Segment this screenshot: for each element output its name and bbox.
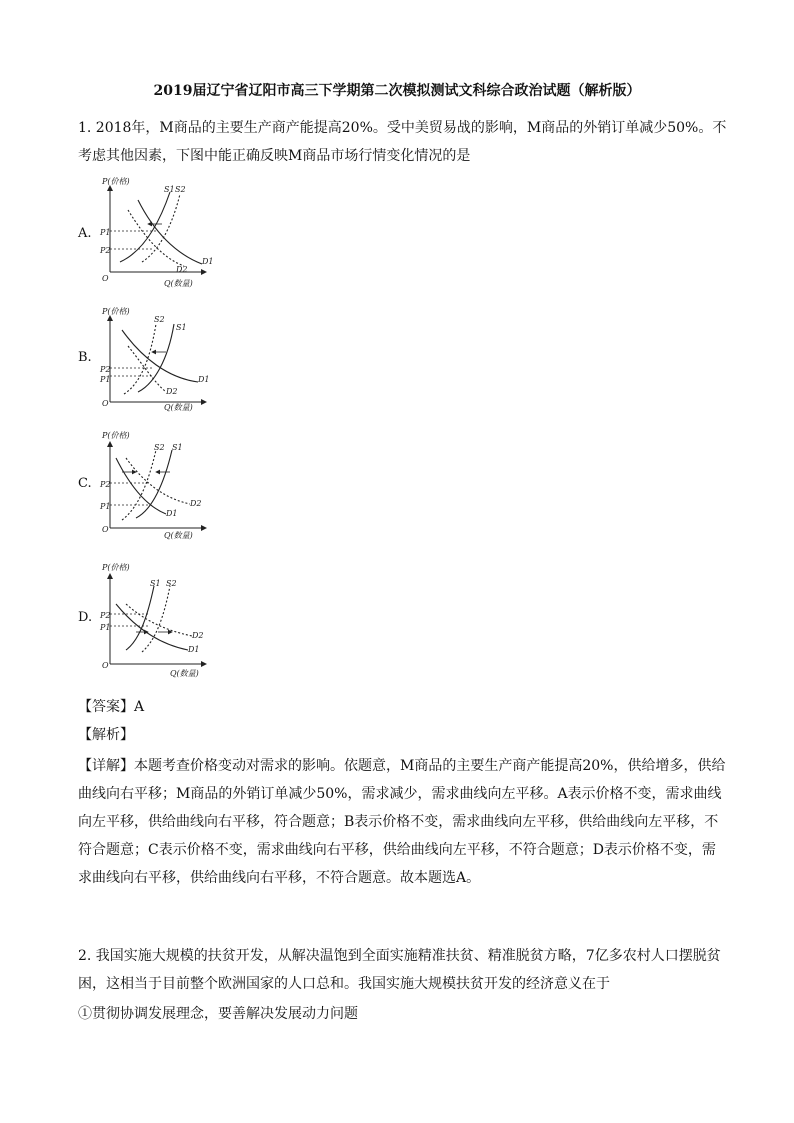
option-b-label: B. bbox=[78, 350, 92, 365]
d1-label: D1 bbox=[198, 375, 210, 384]
origin-label: O bbox=[102, 274, 109, 283]
q-axis-label: Q(数量) bbox=[170, 669, 199, 678]
p-axis-label: P(价格) bbox=[102, 177, 130, 186]
p2-label: P2 bbox=[100, 611, 111, 620]
demand-curve-d1 bbox=[116, 458, 166, 514]
p1-label: P1 bbox=[100, 375, 111, 384]
s1-label: S1 bbox=[164, 185, 175, 194]
demand-curve-d2 bbox=[126, 458, 190, 504]
q-axis-label: Q(数量) bbox=[164, 403, 193, 412]
option-d-graph bbox=[92, 560, 232, 690]
d2-label: D2 bbox=[190, 499, 202, 508]
d1-label: D1 bbox=[166, 509, 178, 518]
p1-label: P1 bbox=[100, 502, 111, 511]
demand-curve-d1 bbox=[116, 604, 188, 650]
s1-label: S1 bbox=[176, 323, 187, 332]
s2-label: S2 bbox=[166, 579, 177, 588]
demand-curve-d2 bbox=[126, 604, 192, 636]
s1-label: S1 bbox=[172, 443, 183, 452]
d2-label: D2 bbox=[166, 387, 178, 396]
demand-curve-d1 bbox=[138, 200, 202, 264]
option-a-label: A. bbox=[78, 226, 92, 241]
d2-label: D2 bbox=[192, 631, 204, 640]
p-axis-label: P(价格) bbox=[102, 563, 130, 572]
document-title: 2019届辽宁省辽阳市高三下学期第二次模拟测试文科综合政治试题（解析版） bbox=[153, 83, 641, 99]
origin-label: O bbox=[102, 525, 109, 534]
s2-label: S2 bbox=[175, 185, 186, 194]
q-axis-label: Q(数量) bbox=[164, 531, 193, 540]
s2-label: S2 bbox=[154, 443, 165, 452]
supply-curve-s1 bbox=[126, 586, 154, 650]
demand-curve-d1 bbox=[122, 330, 198, 382]
p2-label: P2 bbox=[100, 365, 111, 374]
p1-label: P1 bbox=[100, 623, 111, 632]
answer: 【答案】A bbox=[78, 699, 145, 715]
origin-label: O bbox=[102, 661, 109, 670]
p1-label: P1 bbox=[100, 228, 111, 237]
s2-label: S2 bbox=[154, 315, 165, 324]
detail-explanation: 【详解】本题考查价格变动对需求的影响。依题意，M商品的主要生产商产能提高20%，供给增多，供给曲线向右平移；M商品的外销订单减少50%，需求减少，需求曲线向左平移。A表示价格不变，需求曲线向左平移，供给曲线向右平移，符合题意；B表示价格不变，需求曲线向左平移，供给曲线向左平移，不符合题意；C表示价格不变，需求曲线向右平移，供给曲线向左平移，不符合题意；D表示价格不变，需求曲线向右平移，供给曲线向右平移，不符合题意。故本题选A。 bbox=[78, 758, 726, 886]
supply-curve-s1 bbox=[120, 192, 170, 262]
question-1-stem: 1. 2018年，M商品的主要生产商产能提高20%。受中美贸易战的影响，M商品的外销订单减少50%。不考虑其他因素，下图中能正确反映M商品市场行情变化情况的是 bbox=[78, 120, 727, 164]
demand-curve-d2 bbox=[128, 210, 184, 266]
d1-label: D1 bbox=[188, 645, 200, 654]
option-c-label: C. bbox=[78, 476, 92, 491]
supply-curve-s2 bbox=[124, 324, 156, 394]
p2-label: P2 bbox=[100, 246, 111, 255]
q-axis-label: Q(数量) bbox=[164, 279, 193, 288]
p-axis-label: P(价格) bbox=[102, 307, 130, 316]
origin-label: O bbox=[102, 399, 109, 408]
s1-label: S1 bbox=[150, 579, 161, 588]
analysis-label: 【解析】 bbox=[78, 727, 134, 743]
option-d-label: D. bbox=[78, 610, 93, 625]
option-a-graph bbox=[92, 172, 232, 302]
p2-label: P2 bbox=[100, 480, 111, 489]
question-2-stem: 2. 我国实施大规模的扶贫开发，从解决温饱到全面实施精准扶贫、精准脱贫方略，7亿多农村人口摆脱贫困，这相当于目前整个欧洲国家的人口总和。我国实施大规模扶贫开发的经济意义在于 bbox=[78, 948, 721, 992]
option-b-graph bbox=[92, 302, 232, 432]
d1-label: D1 bbox=[202, 257, 214, 266]
p-axis-label: P(价格) bbox=[102, 431, 130, 440]
question-2-item-1: ①贯彻协调发展理念，要善解决发展动力问题 bbox=[78, 1006, 358, 1022]
d2-label: D2 bbox=[176, 265, 188, 274]
option-c-graph bbox=[92, 428, 232, 558]
